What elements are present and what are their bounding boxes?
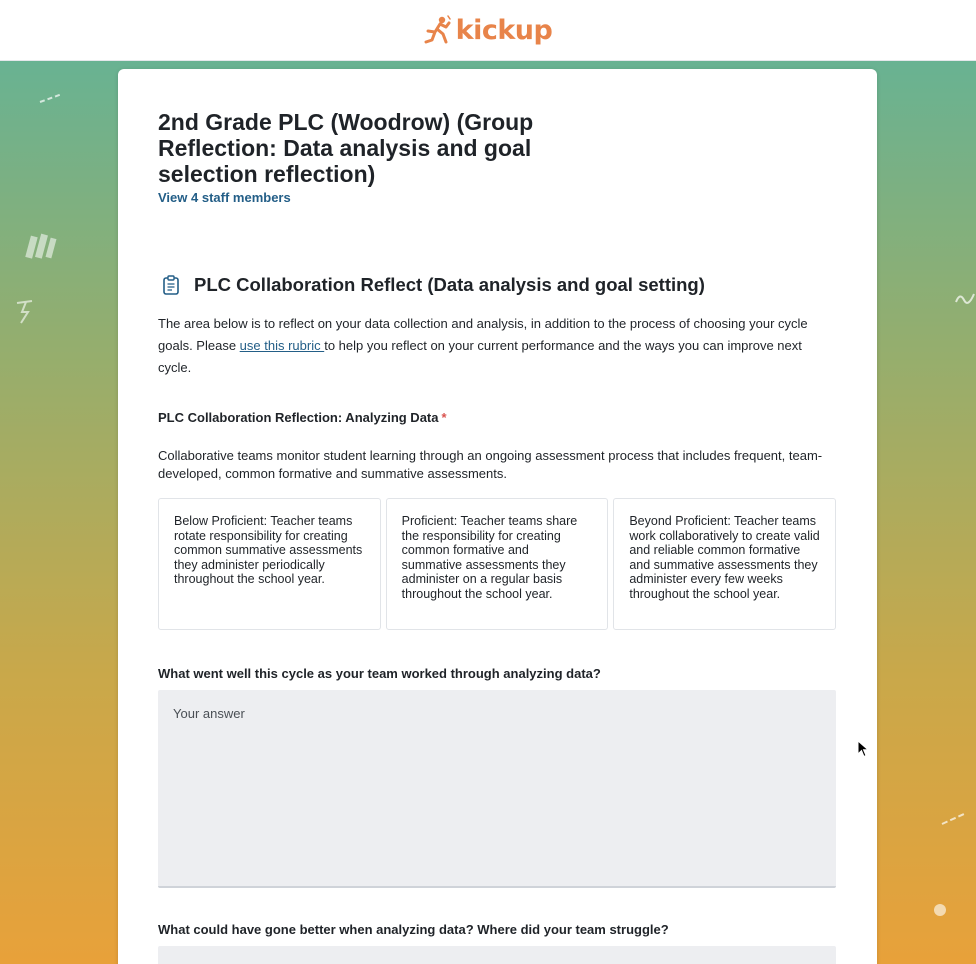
intro-text-end: to help you reflect on your current performance and the ways you can improve next cycle. [158,338,802,375]
top-bar [0,0,976,61]
rubric-option-proficient[interactable]: Proficient: Teacher teams share the responsibility for creating common formative and summative assessments they administer on a regular basis throughout the school year. [386,498,609,630]
page-title: 2nd Grade PLC (Woodrow) (Group Reflection: Data analysis and goal selection reflection) [158,109,534,187]
section-header [162,274,705,296]
rubric-link[interactable]: use this rubric [239,338,325,353]
answer-textarea[interactable] [158,946,836,964]
decorative-flower-icon [932,902,948,918]
decorative-bolt-icon [14,298,36,326]
view-staff-link[interactable]: View 4 staff members [158,190,291,205]
question-label-text: PLC Collaboration Reflection: Analyzing Data [158,410,439,425]
section-intro [158,313,834,379]
question-label: What went well this cycle as your team worked through analyzing data? [158,666,601,681]
question-description: Collaborative teams monitor student learning through an ongoing assessment process that includes frequent, team-developed, common formative and summative assessments. [158,448,823,481]
rubric-options [158,498,836,630]
question-label: What could have gone better when analyzing data? Where did your team struggle? [158,922,669,937]
section-title: PLC Collaboration Reflect (Data analysis and goal setting) [194,274,705,295]
intro-text: The area below is to reflect on your data collection and analysis, in addition to the process of choosing your cycle goals. Please [158,316,808,353]
question-label [158,410,447,425]
decorative-dash-icon [940,812,966,826]
rubric-option-below-proficient[interactable]: Below Proficient: Teacher teams rotate responsibility for creating common summative assessments they administer periodically throughout the school year. [158,498,381,630]
mouse-pointer-icon [857,740,869,758]
rubric-option-beyond-proficient[interactable]: Beyond Proficient: Teacher teams work collaboratively to create valid and reliable common formative and summative assessments they administer every few weeks throughout the school year. [613,498,836,630]
required-marker: * [441,410,447,425]
decorative-squiggle-icon [954,290,976,306]
decorative-dash-icon [38,92,64,104]
clipboard-icon [162,275,180,295]
form-card [118,69,877,964]
answer-textarea[interactable] [158,690,836,888]
decorative-books-icon [24,230,58,262]
brand-name: kickup [455,14,553,46]
brand-logo[interactable] [424,15,553,46]
running-figure-icon [424,15,452,45]
